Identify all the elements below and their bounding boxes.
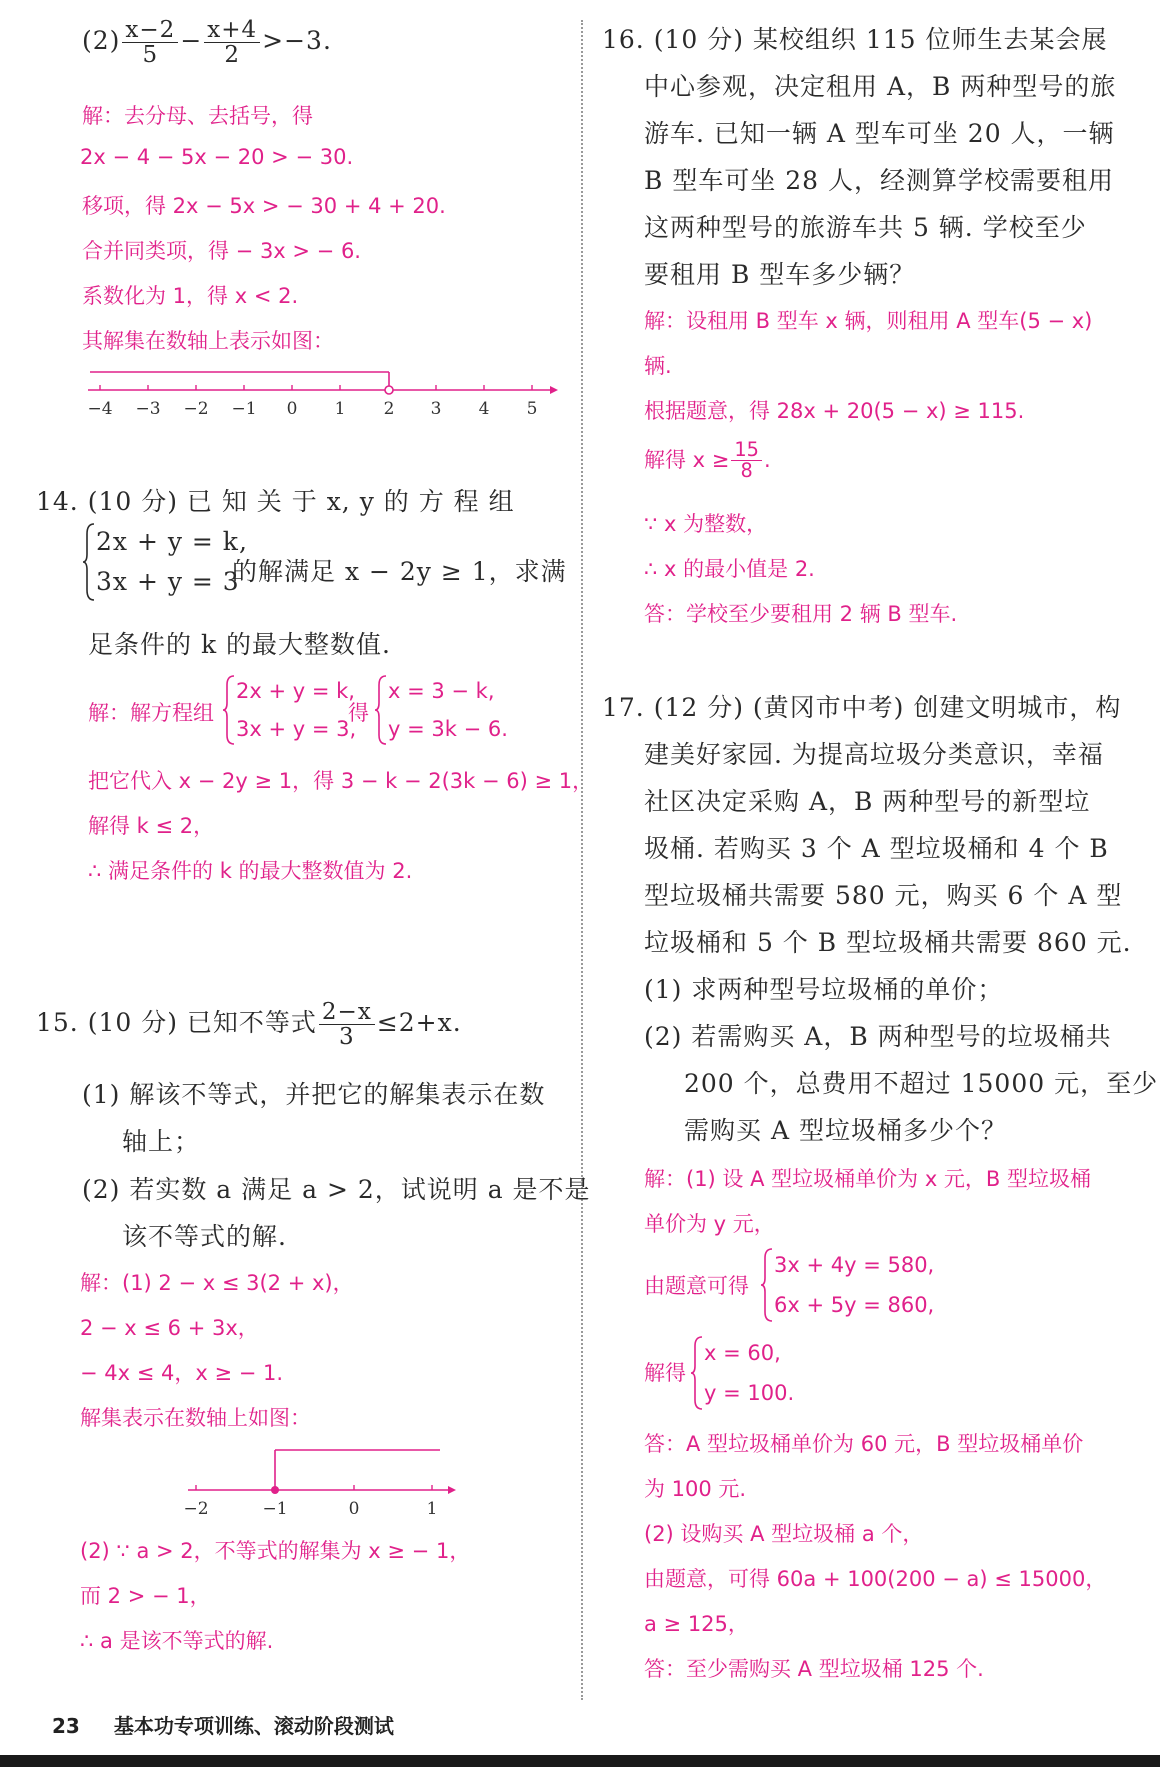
answer-line: ∴ 满足条件的 k 的最大整数值为 2. bbox=[88, 859, 413, 883]
q17-stem-line: 建美好家园. 为提高垃圾分类意识，幸福 bbox=[644, 740, 1104, 769]
q17-stem-line: 200 个，总费用不超过 15000 元，至少 bbox=[684, 1069, 1159, 1098]
q14-stem-line2: 的解满足 x − 2y ≥ 1，求满 bbox=[232, 557, 567, 586]
left-brace-icon bbox=[222, 674, 236, 746]
axis-label: 5 bbox=[526, 399, 538, 419]
answer-line: 辆. bbox=[644, 354, 672, 378]
q15-part1-line2: 轴上； bbox=[122, 1127, 201, 1156]
q17-stem-line: (1) 求两种型号垃圾桶的单价； bbox=[644, 975, 1004, 1004]
answer-line: 系数化为 1，得 x < 2. bbox=[82, 284, 299, 308]
answer-line: 而 2 > − 1， bbox=[80, 1584, 211, 1608]
answer-line: ∴ a 是该不等式的解. bbox=[80, 1629, 274, 1653]
axis-label: −2 bbox=[183, 1499, 209, 1519]
q16-stem-line: B 型车可坐 28 人，经测算学校需要租用 bbox=[644, 166, 1115, 195]
answer-line: 解：(1) 2 − x ≤ 3(2 + x)， bbox=[80, 1271, 354, 1295]
number-line-q15 bbox=[180, 1440, 460, 1524]
fraction: $\frac{x-2}{5}$ bbox=[122, 18, 178, 67]
axis-label: 1 bbox=[426, 1499, 438, 1519]
fraction: $\frac{15}{8}$ bbox=[731, 440, 762, 482]
q17-stem-line: (2) 若需购买 A，B 两种型号的垃圾桶共 bbox=[644, 1022, 1112, 1051]
answer-line: 为 100 元. bbox=[644, 1477, 747, 1501]
answer-line: 解得 x ≥ $\frac{15}{8}$ . bbox=[644, 438, 771, 483]
q17-stem-line: 17. (12 分) (黄冈市中考) 创建文明城市，构 bbox=[602, 693, 1122, 722]
answer-line: 移项，得 2x − 5x > − 30 + 4 + 20. bbox=[82, 194, 446, 218]
axis-label: −3 bbox=[135, 399, 161, 419]
answer-line: (2) ∵ a > 2，不等式的解集为 x ≥ − 1， bbox=[80, 1539, 471, 1563]
answer-line: ∴ x 的最小值是 2. bbox=[644, 557, 815, 581]
answer-line: 合并同类项，得 − 3x > − 6. bbox=[82, 239, 361, 263]
page-number: 23 bbox=[52, 1714, 80, 1738]
q14-solution-system-2: x = 3 − k, y = 3k − 6. bbox=[374, 672, 508, 748]
answer-line: 解：去分母、去括号，得 bbox=[82, 104, 313, 128]
column-divider bbox=[581, 20, 583, 1700]
q16-stem-line: 要租用 B 型车多少辆？ bbox=[644, 260, 916, 289]
answer-line: 2 − x ≤ 6 + 3x， bbox=[80, 1316, 259, 1340]
q16-stem-line: 16. (10 分) 某校组织 115 位师生去某会展 bbox=[602, 25, 1108, 54]
left-brace-icon bbox=[82, 522, 96, 602]
axis-label: 4 bbox=[478, 399, 490, 419]
answer-line: 解：解方程组 bbox=[88, 701, 214, 725]
answer-line: 其解集在数轴上表示如图： bbox=[82, 329, 334, 353]
axis-label: −2 bbox=[183, 399, 209, 419]
answer-line: 解得 k ≤ 2， bbox=[88, 814, 215, 838]
footer-title: 基本功专项训练、滚动阶段测试 bbox=[113, 1714, 394, 1738]
q16-stem-line: 这两种型号的旅游车共 5 辆. 学校至少 bbox=[644, 213, 1087, 242]
q14-solution-system-1: 2x + y = k, 3x + y = 3, bbox=[222, 672, 356, 748]
answer-line: 2x − 4 − 5x − 20 > − 30. bbox=[80, 145, 354, 169]
page-footer bbox=[52, 1710, 394, 1739]
axis-label: 0 bbox=[348, 1499, 360, 1519]
answer-line: 解：(1) 设 A 型垃圾桶单价为 x 元，B 型垃圾桶 bbox=[644, 1167, 1091, 1191]
axis-label: −1 bbox=[262, 1499, 288, 1519]
answer-line: 答：至少需购买 A 型垃圾桶 125 个. bbox=[644, 1657, 984, 1681]
answer-line: 解：设租用 B 型车 x 辆，则租用 A 型车(5 − x) bbox=[644, 309, 1093, 333]
q14-equation-system: 2x + y = k, 3x + y = 3 bbox=[82, 522, 248, 602]
number-line-q13 bbox=[80, 360, 560, 429]
q14-stem-line3: 足条件的 k 的最大整数值. bbox=[88, 630, 391, 659]
answer-line: 答：A 型垃圾桶单价为 60 元，B 型垃圾桶单价 bbox=[644, 1432, 1084, 1456]
answer-line: 由题意，可得 60a + 100(200 − a) ≤ 15000， bbox=[644, 1567, 1107, 1591]
q15-part1-line1: (1) 解该不等式，并把它的解集表示在数 bbox=[82, 1080, 546, 1109]
fraction: $\frac{2-x}{3}$ bbox=[319, 1000, 375, 1049]
answer-line: 单价为 y 元， bbox=[644, 1212, 775, 1236]
q17-stem-line: 圾桶. 若购买 3 个 A 型垃圾桶和 4 个 B bbox=[644, 834, 1109, 863]
axis-label: 2 bbox=[383, 399, 395, 419]
q17-stem-line: 社区决定采购 A，B 两种型号的新型垃 bbox=[644, 787, 1091, 816]
answer-line: 得 bbox=[348, 701, 369, 725]
answer-line: (2) 设购买 A 型垃圾桶 a 个， bbox=[644, 1522, 924, 1546]
axis-label: 0 bbox=[286, 399, 298, 419]
axis-label: −4 bbox=[87, 399, 113, 419]
left-brace-icon bbox=[374, 674, 388, 746]
q13-part2-stem: (2) $\frac{x-2}{5}$ − $\frac{x+4}{2}$ >−3. bbox=[82, 17, 332, 69]
q14-stem-line1: 14. (10 分) 已 知 关 于 x, y 的 方 程 组 bbox=[36, 487, 515, 516]
q15-part2-line2: 该不等式的解. bbox=[122, 1222, 287, 1251]
q16-stem-line: 游车. 已知一辆 A 型车可坐 20 人，一辆 bbox=[644, 119, 1115, 148]
answer-line: 由题意可得 bbox=[644, 1274, 749, 1298]
axis-label: 1 bbox=[334, 399, 346, 419]
q15-stem: 15. (10 分) 已知不等式 $\frac{2-x}{3}$ ≤2+x. bbox=[36, 999, 462, 1051]
left-brace-icon bbox=[690, 1335, 704, 1411]
q17-solution-system-1: 3x + 4y = 580, 6x + 5y = 860, bbox=[760, 1245, 934, 1325]
answer-line: a ≥ 125， bbox=[644, 1612, 749, 1636]
q17-stem-line: 垃圾桶和 5 个 B 型垃圾桶共需要 860 元. bbox=[644, 928, 1132, 957]
q16-stem-line: 中心参观，决定租用 A，B 两种型号的旅 bbox=[644, 72, 1117, 101]
q17-solution-system-2: x = 60, y = 100. bbox=[690, 1333, 794, 1413]
answer-line: 把它代入 x − 2y ≥ 1，得 3 − k − 2(3k − 6) ≥ 1， bbox=[88, 769, 594, 793]
answer-line: − 4x ≤ 4，x ≥ − 1. bbox=[80, 1361, 284, 1385]
q17-stem-line: 需购买 A 型垃圾桶多少个？ bbox=[684, 1116, 1007, 1145]
left-brace-icon bbox=[760, 1247, 774, 1323]
answer-line: 根据题意，得 28x + 20(5 − x) ≥ 115. bbox=[644, 399, 1025, 423]
answer-line: 解得 bbox=[644, 1361, 686, 1385]
answer-line: ∵ x 为整数， bbox=[644, 512, 768, 536]
q15-part2-line1: (2) 若实数 a 满足 a > 2，试说明 a 是不是 bbox=[82, 1175, 591, 1204]
axis-label: 3 bbox=[430, 399, 442, 419]
bottom-edge-bar bbox=[0, 1755, 1160, 1767]
answer-line: 解集表示在数轴上如图： bbox=[80, 1406, 311, 1430]
q17-stem-line: 型垃圾桶共需要 580 元，购买 6 个 A 型 bbox=[644, 881, 1123, 910]
answer-line: 答：学校至少要租用 2 辆 B 型车. bbox=[644, 602, 958, 626]
fraction: $\frac{x+4}{2}$ bbox=[204, 18, 260, 67]
axis-label: −1 bbox=[231, 399, 257, 419]
